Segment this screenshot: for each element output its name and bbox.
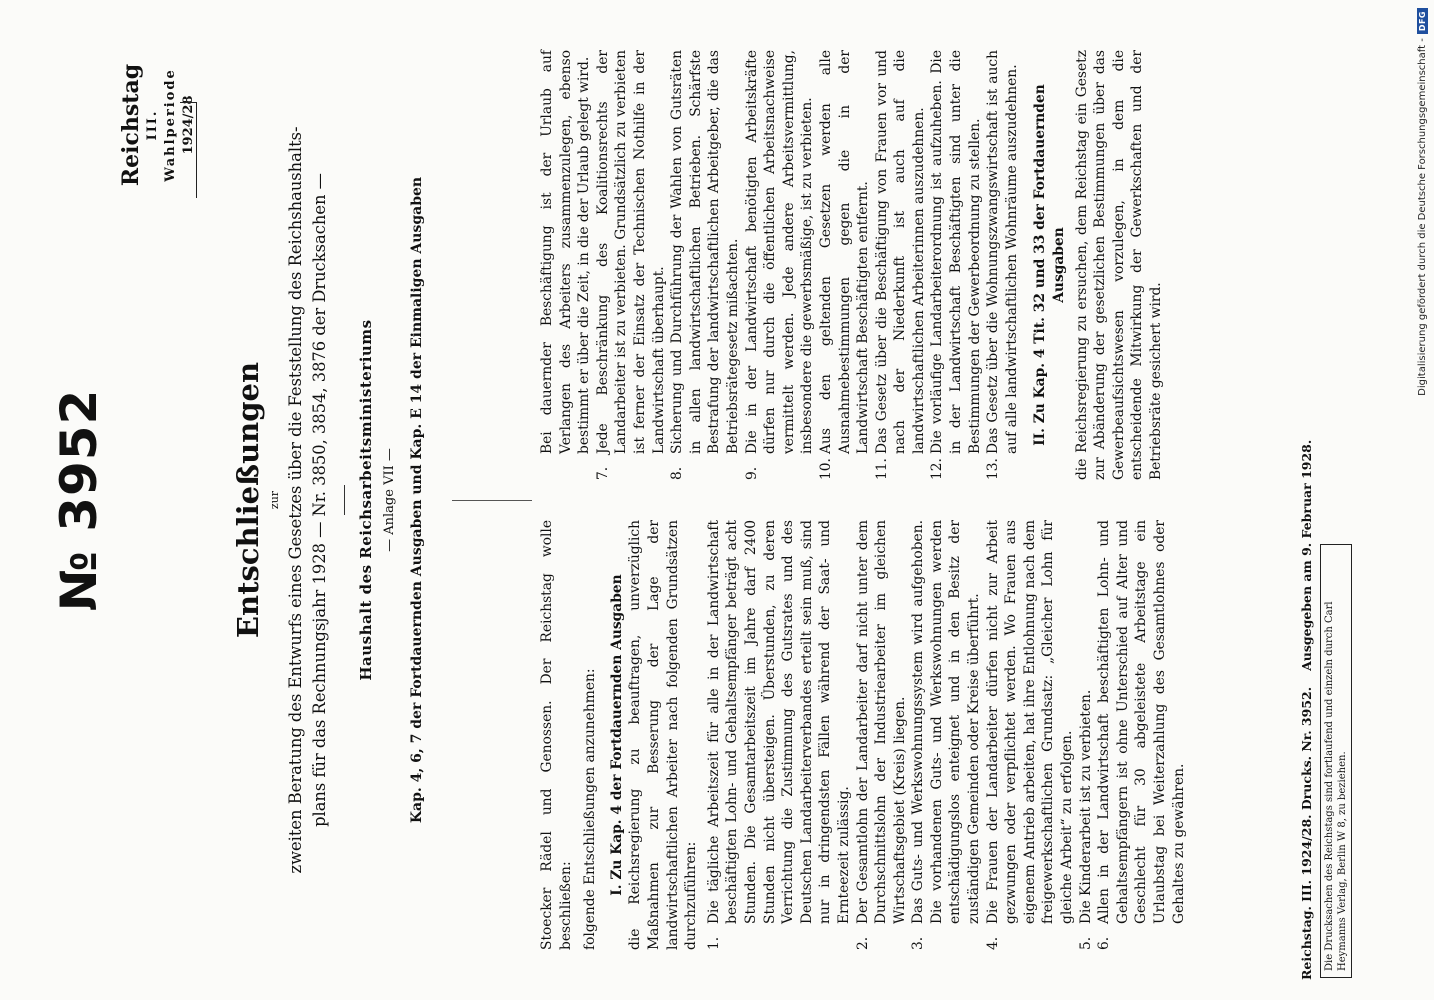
title-block xyxy=(230,60,431,940)
title-divider xyxy=(344,485,345,515)
column-rule xyxy=(452,500,532,501)
list-item: 2. Der Gesamtlohn der Landarbeiter darf nicht unter dem Durchschnittslohn der Industriearbeiter im gleichen Wirtschaftsgebiet (Kreis) liegen. xyxy=(854,520,908,950)
list-item: 6. Allen in der Landwirtschaft beschäftigten Lohn- und Gehaltsempfängern ist ohne Unterschied auf Alter und Geschlecht für 30 abgeleistete Arbeitstage ein Urlaubstag bei Weiterzahlung des Gesamtlohnes oder Gehaltes zu gewähren. xyxy=(1096,520,1187,950)
parliament-name: Reichstag xyxy=(118,63,144,187)
ministry-heading: Haushalt des Reichsarbeitsministeriums xyxy=(357,319,375,681)
list-item: 12. Die vorläufige Landarbeiterordnung ist aufzuheben. Die in der Landwirtschaft Beschäftigten sind unter die Bestimmungen der Gewerbeordnung zu stellen. xyxy=(929,50,983,480)
intro-text: Stoecker Rädel und Genossen. Der Reichstag wolle beschließen: xyxy=(539,520,574,950)
list-item: 7. Jede Beschränkung des Koalitionsrechts der Landarbeiter ist zu verbieten. Grundsätzlich zu verbieten ist ferner der Einsatz der Technischen Nothilfe in der Landwirtschaft überhaupt. xyxy=(594,50,667,480)
title-line-2: plans für das Rechnungsjahr 1928 — Nr. 3850, 3854, 3876 der Drucksachen — xyxy=(310,173,329,827)
list-item: 3. Das Guts- und Werkswohnungssystem wird aufgehoben. Die vorhandenen Guts- und Werkswohnungen werden entschädigungslos enteignet und in den Besitz der zuständigen Gemeinden oder Kreise überführt. xyxy=(910,520,983,950)
dfg-attribution xyxy=(1410,8,1434,992)
section-1-text: die Reichsregierung zu beauftragen, unverzüglich Maßnahmen zur Besserung der Lage der landwirtschaftlichen Arbeiter nach folgenden Grundsätzen durchzuführen: xyxy=(627,520,700,950)
footer-date: Ausgegeben am 9. Februar 1928. xyxy=(1299,439,1314,671)
legislative-period: III. Wahlperiode xyxy=(145,68,178,182)
period-years: 1924/28 xyxy=(181,95,196,155)
section-2-heading: II. Zu Kap. 4 Tit. 32 und 33 der Fortdauernden Ausgaben xyxy=(1032,84,1068,446)
resolve-text: folgende Entschließungen anzunehmen: xyxy=(582,668,599,950)
main-title: Entschließungen xyxy=(231,361,265,639)
title-line-1: zweiten Beratung des Entwurfs eines Gesetzes über die Feststellung des Reichshaushalts- xyxy=(286,126,305,874)
list-item: 8. Sicherung und Durchführung der Wahlen von Gutsräten in allen landwirtschaftlichen Betrieben. Schärfste Bestrafung der landwirtschaftlichen Arbeitgeber, die das Betriebsrätegesetz mißachten. xyxy=(669,50,741,480)
kap-heading: Kap. 4, 6, 7 der Fortdauernden Ausgaben und Kap. E 14 der Einmaligen Ausgaben xyxy=(409,176,425,824)
list-item: 5. Die Kinderarbeit ist zu verbieten. xyxy=(1077,689,1094,950)
title-zur: zur xyxy=(268,490,281,510)
dfg-logo: DFG xyxy=(1417,8,1428,34)
header-bracket xyxy=(180,102,197,198)
footer-note-box: Die Drucksachen des Reichstags sind fortlaufend und einzeln durch Carl Heymanns Verlag, Berlin W 8, zu beziehen. xyxy=(1320,544,1352,978)
right-column xyxy=(538,50,1166,480)
dfg-text: Digitalisierung gefördert durch die Deutsche Forschungsgemeinschaft - xyxy=(1416,38,1428,396)
footer-reference: Reichstag. III. 1924/28. Drucks. Nr. 3952. xyxy=(1299,686,1314,980)
section-1-heading: I. Zu Kap. 4 der Fortdauernden Ausgaben xyxy=(608,574,625,896)
footer-line xyxy=(1298,20,1316,980)
section-2-text: die Reichsregierung zu ersuchen, dem Reichstag ein Gesetz zur Abänderung der gesetzlichen Bestimmungen über das Gewerbeaufsichtswesen vorzulegen, in dem die entscheidende Mitwirkung der Gewerkschaften und der Betriebsräte gesichert wird. xyxy=(1073,50,1164,480)
list-item: 13. Das Gesetz über die Wohnungszwangswirtschaft ist auch auf alle landwirtschaftlichen Wohnräume auszudehnen. xyxy=(985,50,1020,480)
list-item: 9. Die in der Landwirtschaft benötigten Arbeitskräfte dürfen nur durch die öffentlichen Arbeitsnachweise vermittelt werden. Jede andere Arbeitsvermittlung, insbesondere die gewerbsmäßige, ist zu verbieten. xyxy=(743,50,816,480)
anlage-label: — Anlage VII — xyxy=(382,448,397,552)
document-number: № 3952 xyxy=(50,388,108,612)
list-item: 4. Die Frauen der Landarbeiter dürfen nicht zur Arbeit gezwungen oder verpflichtet werden. Wo Frauen aus eigenem Antrieb arbeiten, hat ihre Entlohnung nach dem freigewerkschaftlichen Grundsatz: „Gleicher Lohn für gleiche Arbeit“ zu erfolgen. xyxy=(984,520,1076,950)
list-item: 10. Aus den geltenden Gesetzen werden alle Ausnahmebestimmungen gegen die in der Landwirtschaft Beschäftigten entfernt. xyxy=(817,50,872,480)
left-column xyxy=(538,520,1188,950)
item-6-continuation: Bei dauernder Beschäftigung ist der Urlaub auf Verlangen des Arbeiters zusammenzulegen, ebenso bestimmt er über die Zeit, in die der Urlaub gelegt wird. xyxy=(539,50,593,454)
list-item: 1. Die tägliche Arbeitszeit für alle in der Landwirtschaft beschäftigten Lohn- und Gehaltsempfänger beträgt acht Stunden. Die Gesamtarbeitszeit im Jahre darf 2400 Stunden nicht übersteigen. Überstunden, zu deren Verrichtung die Zustimmung des Gutsrates und des Deutschen Landarbeiterverbandes erteilt sein muß, sind nur in dringendsten Fällen während der Saat- und Ernteezeit zulässig. xyxy=(705,520,852,950)
list-item: 11. Das Gesetz über die Beschäftigung von Frauen vor und nach der Niederkunft ist auch auf die landwirtschaftlichen Arbeiterinnen auszudehnen. xyxy=(873,50,927,480)
